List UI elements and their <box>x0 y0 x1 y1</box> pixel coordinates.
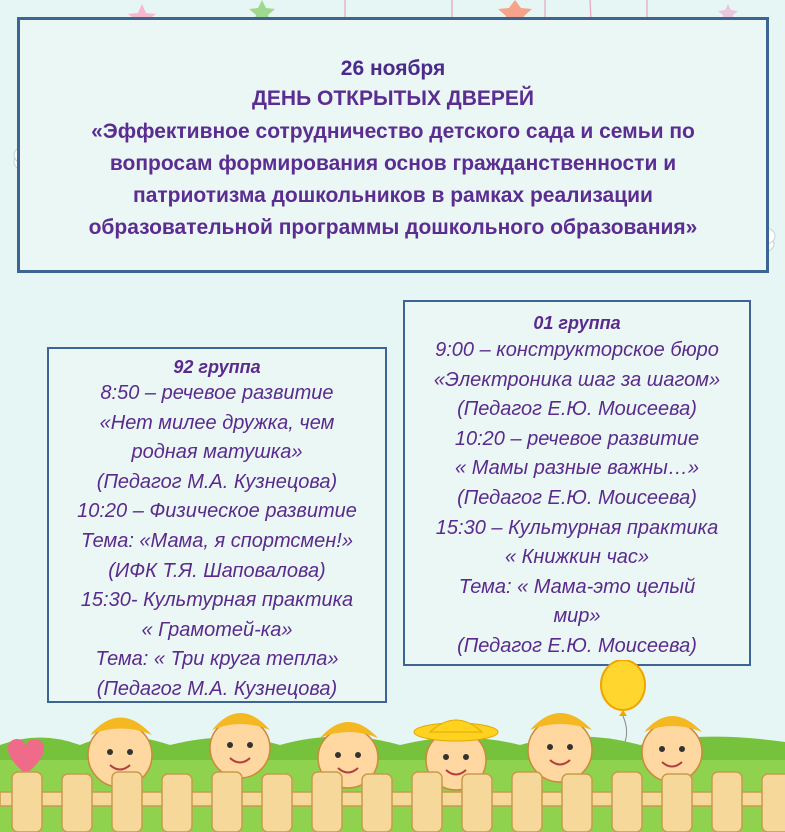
schedule-line: 10:20 – Физическое развитие <box>77 500 357 523</box>
schedule-line: «Электроника шаг за шагом» <box>433 368 721 391</box>
subtitle-line: образовательной программы дошкольного образования» <box>88 216 698 239</box>
schedule-line: Тема: «Мама, я спортсмен!» <box>81 529 353 552</box>
schedule-line: 15:30 – Культурная практика <box>435 516 719 539</box>
header-banner <box>17 17 769 273</box>
schedule-line: 10:20 – речевое развитие <box>454 427 700 450</box>
schedule-line: « Мамы разные важны…» <box>455 457 699 480</box>
group-01-schedule <box>403 300 751 666</box>
subtitle-line: «Эффективное сотрудничество детского сада и семьи по <box>91 120 695 143</box>
schedule-line: (Педагог М.А. Кузнецова) <box>96 677 338 700</box>
kids-fence-illustration <box>0 700 785 832</box>
schedule-line: (Педагог М.А. Кузнецова) <box>96 470 338 493</box>
schedule-line: (Педагог Е.Ю. Моисеева) <box>457 634 697 657</box>
event-subtitle <box>20 116 766 244</box>
group-92-title: 92 группа <box>173 357 261 377</box>
event-date: 26 ноября <box>340 57 446 80</box>
schedule-line: «Нет милее дружка, чем <box>99 411 335 434</box>
subtitle-line: вопросам формирования основ гражданственности и <box>109 152 677 175</box>
schedule-line: « Книжкин час» <box>504 546 650 569</box>
schedule-line: Тема: « Три круга тепла» <box>95 648 339 671</box>
schedule-line: 15:30- Культурная практика <box>80 589 354 612</box>
schedule-line: родная матушка» <box>131 441 303 464</box>
schedule-line: (ИФК Т.Я. Шаповалова) <box>108 559 326 582</box>
group-01-title: 01 группа <box>533 313 621 333</box>
schedule-line: 9:00 – конструкторское бюро <box>435 339 719 361</box>
subtitle-line: патриотизма дошкольников в рамках реализации <box>133 184 653 207</box>
schedule-line: 8:50 – речевое развитие <box>100 382 334 404</box>
schedule-line: (Педагог Е.Ю. Моисеева) <box>457 486 697 509</box>
event-title: ДЕНЬ ОТКРЫТЫХ ДВЕРЕЙ <box>251 87 535 110</box>
group-92-schedule <box>47 347 387 703</box>
schedule-line: мир» <box>553 605 601 628</box>
schedule-line: Тема: « Мама-это целый <box>458 575 696 598</box>
schedule-line: « Грамотей-ка» <box>141 618 293 641</box>
schedule-line: (Педагог Е.Ю. Моисеева) <box>457 398 697 421</box>
